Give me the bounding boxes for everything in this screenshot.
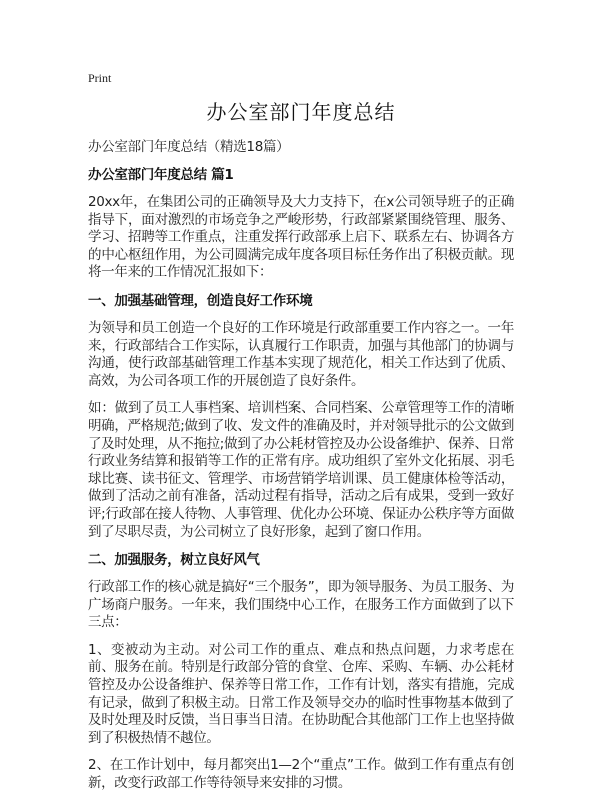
section-paragraph: 如：做到了员工人事档案、培训档案、合同档案、公章管理等工作的清晰明确，严格规范;做到了收、发文件的准确及时，并对领导批示的公文做到了及时处理，从不拖拉;做到了办公耗材管控及办公设备维护、保养、日常行政业务结算和报销等工作的正常有序。成功组织了室外文化拓展、羽毛球比赛、读书征文、管理学、市场营销学培训课、员工健康体检等活动，做到了活动之前有准备，活动过程有指导，活动之后有成果，受到一致好评;行政部在接人待物、人事管理、优化办公环境、保证办公秩序等方面做到了尽职尽责，为公司树立了良好形象，起到了窗口作用。 bbox=[88, 400, 514, 540]
print-label[interactable]: Print bbox=[88, 71, 112, 85]
section-paragraph: 行政部工作的核心就是搞好“三个服务”，即为领导服务、为员工服务、为广场商户服务。一年来，我们围绕中心工作，在服务工作方面做到了以下三点： bbox=[88, 579, 514, 631]
section-paragraph: 1、变被动为主动。对公司工作的重点、难点和热点问题，力求考虑在前、服务在前。特别是行政部分管的食堂、仓库、采购、车辆、办公耗材管控及办公设备维护、保养等日常工作，工作有计划，落实有措施，完成有记录，做到了积极主动。日常工作及领导交办的临时性事物基本做到了及时处理及时反馈，当日事当日清。在协助配合其他部门工作上也坚持做到了积极热情不越位。 bbox=[88, 641, 514, 746]
section-heading: 二、加强服务，树立良好风气 bbox=[88, 552, 260, 569]
article-heading: 办公室部门年度总结 篇1 bbox=[88, 167, 234, 183]
document-subtitle: 办公室部门年度总结（精选18篇） bbox=[88, 139, 290, 155]
section-heading: 一、加强基础管理，创造良好工作环境 bbox=[88, 292, 313, 309]
document-page bbox=[88, 70, 514, 803]
section-paragraph: 为领导和员工创造一个良好的工作环境是行政部重要工作内容之一。一年来，行政部结合工作实际，认真履行工作职责，加强与其他部门的协调与沟通，使行政部基础管理工作基本实现了规范化，相关工作达到了优质、高效，为公司各项工作的开展创造了良好条件。 bbox=[88, 319, 514, 389]
intro-paragraph: 20xx年，在集团公司的正确领导及大力支持下，在x公司领导班子的正确指导下，面对激烈的市场竞争之严峻形势，行政部紧紧围绕管理、服务、学习、招聘等工作重点，注重发挥行政部承上启下、联系左右、协调各方的中心枢纽作用，为公司圆满完成年度各项目标任务作出了积极贡献。现将一年来的工作情况汇报如下： bbox=[88, 194, 514, 281]
document-title: 办公室部门年度总结 bbox=[206, 100, 396, 124]
section-1 bbox=[88, 292, 514, 541]
section-paragraph: 2、在工作计划中，每月都突出1—2个“重点”工作。做到工作有重点有创新，改变行政部工作等待领导来安排的习惯。 bbox=[88, 757, 514, 792]
section-2 bbox=[88, 551, 514, 793]
